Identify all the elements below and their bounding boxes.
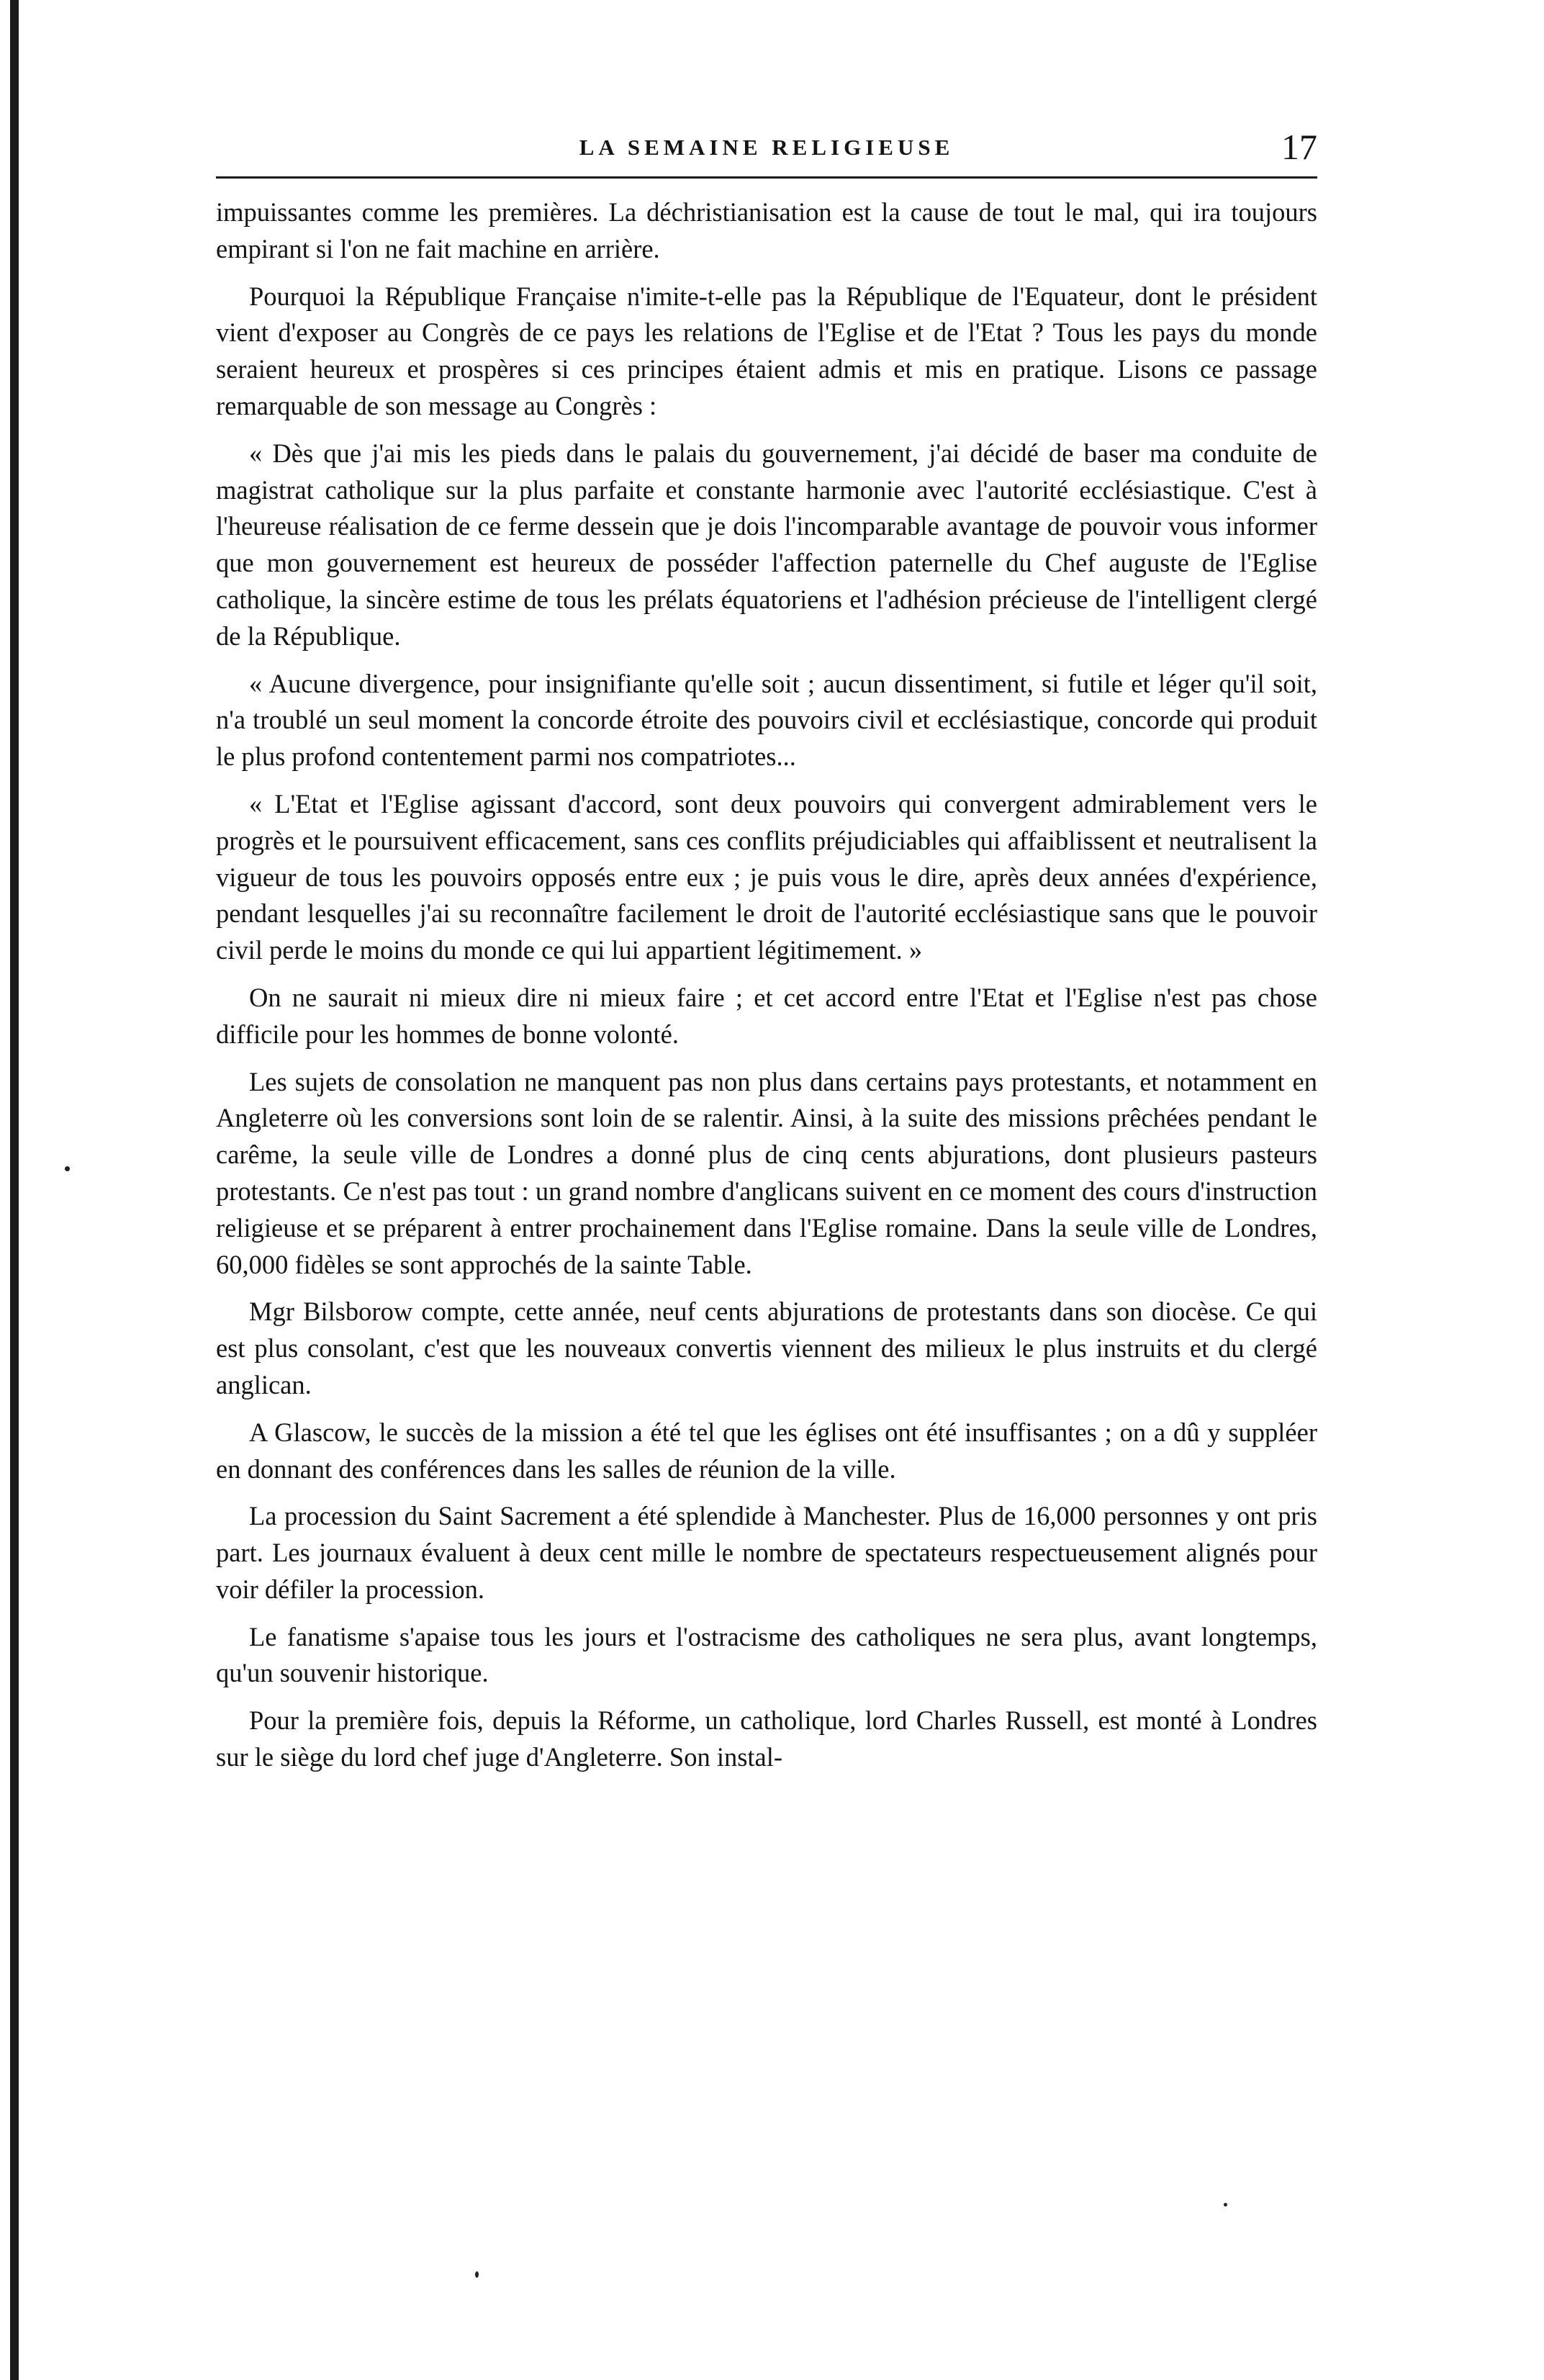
paragraph-commentary: On ne saurait ni mieux dire ni mieux faire ; et cet accord entre l'Etat et l'Eglise n'est pas chose difficile pour les hommes de bonne volonté. xyxy=(216,982,1317,1049)
article-body xyxy=(216,194,1317,1776)
paragraph-fanatisme: Le fanatisme s'apaise tous les jours et l'ostracisme des catholiques ne sera plus, avant longtemps, qu'un souvenir historique. xyxy=(216,1621,1317,1688)
paragraph-bilsborow: Mgr Bilsborow compte, cette année, neuf cents abjurations de protestants dans son diocèse. Ce qui est plus consolant, c'est que les nouveaux convertis viennent des milieux le plus instruits et du clergé anglican. xyxy=(216,1297,1317,1399)
quote-paragraph-1: « Dès que j'ai mis les pieds dans le palais du gouvernement, j'ai décidé de baser ma conduite de magistrat catholique sur la plus parfaite et constante harmonie avec l'autorité ecclésiastique. C'est à l'heureuse réalisation de ce ferme dessein que je dois l'incomparable avantage de pouvoir vous informer que mon gouvernement est heureux de posséder l'affection paternelle du Chef auguste de l'Eglise catholique, la sincère estime de tous les prélats équatoriens et l'adhésion précieuse de l'intelligent clergé de la République. xyxy=(216,438,1317,651)
paragraph-manchester: La procession du Saint Sacrement a été splendide à Manchester. Plus de 16,000 personnes y ont pris part. Les journaux évaluent à deux cent mille le nombre de spectateurs respectueusement alignés pour voir défiler la procession. xyxy=(216,1501,1317,1604)
document-page xyxy=(216,126,1317,1776)
page-number: 17 xyxy=(1281,127,1317,167)
paragraph-glascow: A Glascow, le succès de la mission a été tel que les églises ont été insuffisantes ; on a dû y suppléer en donnant des conférences dans les salles de réunion de la ville. xyxy=(216,1417,1317,1484)
page-header xyxy=(216,126,1317,176)
paragraph-angleterre: Les sujets de consolation ne manquent pas non plus dans certains pays protestants, et notamment en Angleterre où les conversions sont loin de se ralentir. Ainsi, à la suite des missions prêchées pendant le carême, la seule ville de Londres a donné plus de cinq cents abjurations, dont plusieurs pasteurs protestants. Ce n'est pas tout : un grand nombre d'anglicans suivent en ce moment des cours d'instruction religieuse et se préparent à entrer prochainement dans l'Eglise romaine. Dans la seule ville de Londres, 60,000 fidèles se sont approchés de la sainte Table. xyxy=(216,1066,1317,1279)
header-rule xyxy=(216,176,1317,179)
scan-speck xyxy=(1224,2203,1227,2207)
scan-border xyxy=(10,0,19,2380)
quote-paragraph-2: « Aucune divergence, pour insignifiante qu'elle soit ; aucun dissentiment, si futile et léger qu'il soit, n'a troublé un seul moment la concorde étroite des pouvoirs civil et ecclésiastique, concorde qui produit le plus profond contentement parmi nos compatriotes... xyxy=(216,668,1317,772)
scan-speck xyxy=(475,2271,479,2278)
quote-paragraph-3: « L'Etat et l'Eglise agissant d'accord, sont deux pouvoirs qui convergent admirablement vers le progrès et le poursuivent efficacement, sans ces conflits préjudiciables qui affaiblissent et neutralisent la vigueur de tous les pouvoirs opposés entre eux ; je puis vous le dire, après deux années d'expérience, pendant lesquelles j'ai su reconnaître facilement le droit de l'autorité ecclésiastique sans que le pouvoir civil perde le moins du monde ce qui lui appartient légitimement. » xyxy=(216,788,1317,965)
running-title: LA SEMAINE RELIGIEUSE xyxy=(579,135,954,160)
scan-speck xyxy=(65,1166,70,1171)
paragraph-continuation: impuissantes comme les premières. La déchristianisation est la cause de tout le mal, qui ira toujours empirant si l'on ne fait machine en arrière. xyxy=(216,197,1317,263)
paragraph-russell: Pour la première fois, depuis la Réforme, un catholique, lord Charles Russell, est monté à Londres sur le siège du lord chef juge d'Angleterre. Son instal- xyxy=(216,1705,1317,1772)
paragraph-equateur: Pourquoi la République Française n'imite-t-elle pas la République de l'Equateur, dont le président vient d'exposer au Congrès de ce pays les relations de l'Eglise et de l'Etat ? Tous les pays du monde seraient heureux et prospères si ces principes étaient admis et mis en pratique. Lisons ce passage remarquable de son message au Congrès : xyxy=(216,281,1317,420)
